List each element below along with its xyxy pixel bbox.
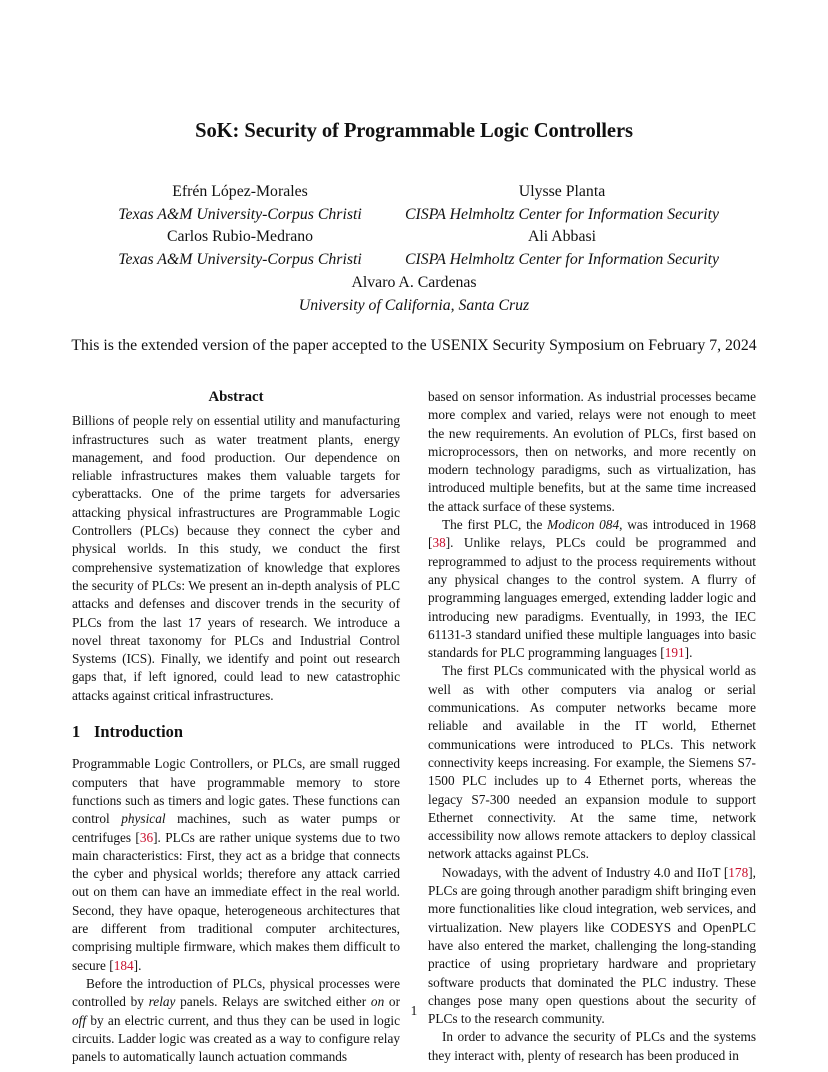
right-column [428, 388, 756, 1065]
citation-link[interactable]: 36 [139, 829, 154, 845]
emphasis: Modicon 084 [547, 517, 620, 533]
extended-version-note: This is the extended version of the paper accepted to the USENIX Security Symposium on February 7, 2024 [71, 337, 757, 354]
author-block [70, 225, 410, 271]
author-name: Efrén López-Morales [172, 183, 308, 200]
text-run: The first PLC, the [442, 517, 548, 533]
text-run: ], PLCs are going through another paradigm shift bringing even more functionalities like cloud integration, web services, and virtualization. New players like CODESYS and OpenPLC have also entered the market, challenging the long-standing practice of using proprietary hardware and proprietary software products that dominated the PLC industry. These changes pose many open questions about the security of PLCs to the research community. [428, 864, 756, 1027]
text-run: or [384, 994, 400, 1010]
author-name: Carlos Rubio-Medrano [166, 228, 314, 245]
emphasis: relay [148, 994, 176, 1010]
author-affiliation: Texas A&M University-Corpus Christi [118, 206, 362, 223]
paragraph [72, 755, 400, 975]
emphasis: on [370, 994, 385, 1010]
emphasis: physical [121, 811, 166, 827]
paper-title: SoK: Security of Programmable Logic Controllers [195, 120, 633, 142]
text-run: ]. [684, 645, 693, 661]
text-run: ]. [133, 957, 142, 973]
author-affiliation: Texas A&M University-Corpus Christi [118, 251, 362, 268]
paragraph: based on sensor information. As industrial processes became more complex and varied, relays were not enough to meet the new requirements. An evolution of PLCs, first based on microprocessors, then on networks, and more recently on modern technology paradigms, such as virtualization, has introduced multiple benefits, but at the same time increased the attack surface of these systems. [428, 389, 756, 514]
text-run: Programmable Logic Controllers, or PLCs, are small rugged computers that have programmable memory to store functions such as timers and logic gates. These functions can control [72, 756, 400, 827]
left-column [72, 388, 400, 1066]
author-block [244, 271, 584, 317]
section-heading [72, 723, 400, 741]
citation-link[interactable]: 191 [664, 645, 685, 661]
text-run: ]. Unlike relays, PLCs could be programmed and reprogrammed to adjust to the process requirements without any physical changes to the control system. A flurry of programming languages emerged, extending ladder logic and introducing new paradigms. Eventually, in 1993, the IEC 61131-3 standard unified these multiple languages into basic standards for PLC programming languages [ [428, 535, 756, 661]
paragraph: The first PLCs communicated with the physical world as well as with other computers via analog or serial communications. As computer networks became more reliable and available in the IT world, Ethernet communications were introduced to PLCs. This network connectivity keeps increasing. For example, the Siemens S7-1500 PLC includes up to 4 Ethernet ports, whereas the legacy S7-300 needed an expansion module to support Ethernet connectivity. At the same time, network accessibility now allows remote attackers to deploy classical network attacks against PLCs. [428, 663, 756, 862]
text-run: ]. PLCs are rather unique systems due to two main characteristics: First, they act as a bridge that connects the cyber and physical worlds; therefore any attack carried out on them can have an immediate effect in the real world. Second, they have opaque, heterogeneous architectures that are different from traditional computer architectures, comprising multiple firmware, which makes them difficult to secure [ [72, 829, 400, 973]
author-block [70, 180, 410, 226]
paragraph [72, 975, 400, 1066]
text-run: , was introduced in 1968 [ [428, 517, 756, 551]
author-block [387, 225, 737, 271]
author-name: Alvaro A. Cardenas [351, 274, 477, 291]
author-block [387, 180, 737, 226]
author-affiliation: CISPA Helmholtz Center for Information Security [404, 206, 720, 223]
section-title: Introduction [94, 722, 183, 742]
author-name: Ali Abbasi [527, 228, 597, 245]
abstract-text: Billions of people rely on essential utility and manufacturing infrastructures such as water treatment plants, energy management, and food production. Our dependence on reliable infrastructures makes them valuable targets for cyberattacks. One of the prime targets for adversaries attacking physical infrastructures are Programmable Logic Controllers (PLCs) because they connect the cyber and physical worlds. In this study, we conduct the first comprehensive systematization of knowledge that explores the security of PLCs: We present an in-depth analysis of PLC attacks and defenses and discover trends in the security of PLCs from the last 17 years of research. We introduce a novel threat taxonomy for PLCs and Industrial Control Systems (ICS). Finally, we identify and point out research gaps that, if left ignored, could lead to new catastrophic attacks against critical infrastructures. [72, 413, 400, 703]
citation-link[interactable]: 184 [113, 957, 134, 973]
author-affiliation: CISPA Helmholtz Center for Information Security [404, 251, 720, 268]
page-number: 1 [410, 1003, 418, 1018]
paragraph [428, 516, 756, 662]
paragraph: In order to advance the security of PLCs and the systems they interact with, plenty of research has been produced in [428, 1029, 756, 1063]
author-name: Ulysse Planta [518, 183, 606, 200]
author-affiliation: University of California, Santa Cruz [298, 297, 530, 314]
section-number: 1 [72, 722, 81, 742]
citation-link[interactable]: 178 [728, 864, 749, 880]
text-run: Nowadays, with the advent of Industry 4.0 and IIoT [ [442, 864, 729, 880]
text-run: by an electric current, and thus they can be used in logic circuits. Ladder logic was created as a way to configure relay panels to automatically launch actuation commands [72, 1012, 400, 1065]
text-run: panels. Relays are switched either [175, 994, 371, 1010]
citation-link[interactable]: 38 [432, 535, 446, 551]
abstract-heading: Abstract [208, 389, 264, 405]
emphasis: off [72, 1012, 87, 1028]
text-run: Before the introduction of PLCs, physical processes were controlled by [72, 975, 400, 1010]
text-run: machines, such as water pumps or centrifuges [ [72, 811, 400, 845]
